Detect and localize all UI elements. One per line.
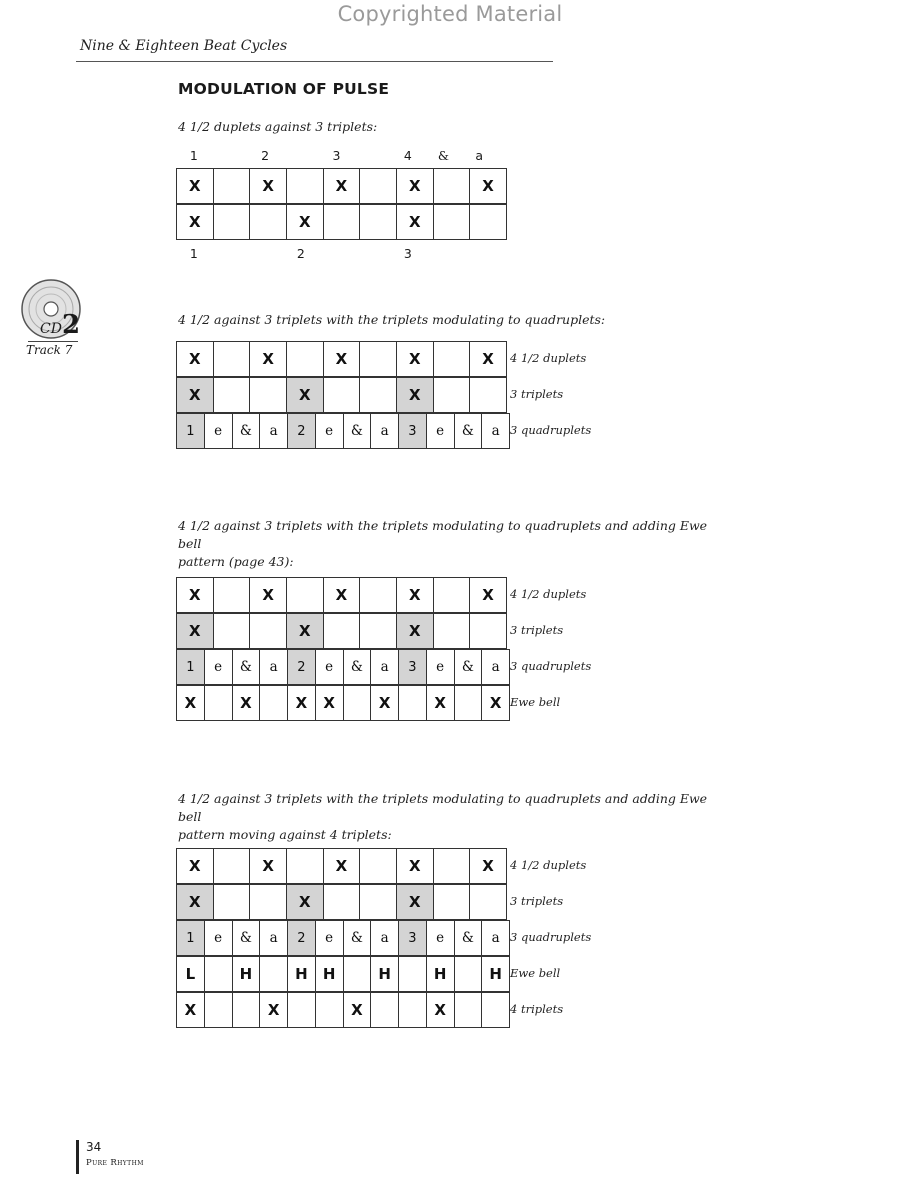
running-head: Nine & Eighteen Beat Cycles (80, 38, 288, 54)
rhythm-grid-row (176, 577, 507, 613)
row-label: 3 quadruplets (510, 930, 592, 944)
cd-number: 2 (61, 310, 81, 340)
grid-cell: X (396, 342, 433, 377)
grid-cell: e (315, 650, 343, 685)
grid-cell (399, 993, 427, 1028)
grid-cell: X (371, 686, 399, 721)
grid-cell: X (396, 849, 433, 884)
grid-cell: H (232, 957, 260, 992)
grid-cell (433, 169, 470, 204)
cd-rule (28, 341, 78, 342)
grid-cell (286, 849, 323, 884)
grid-cell: X (323, 169, 360, 204)
top_counts: a (475, 148, 483, 163)
grid-cell: & (454, 650, 482, 685)
grid-cell (433, 205, 470, 240)
grid-cell (232, 993, 260, 1028)
grid-cell: e (426, 414, 454, 449)
grid-cell: 3 (399, 414, 427, 449)
grid-cell (213, 205, 250, 240)
grid-cell (286, 169, 323, 204)
grid-cell: 2 (288, 414, 316, 449)
grid-cell: 2 (288, 650, 316, 685)
rhythm-grid-row (176, 341, 507, 377)
grid-cell (433, 342, 470, 377)
grid-cell: e (204, 921, 232, 956)
rhythm-grid-row (176, 956, 510, 992)
grid-cell: X (232, 686, 260, 721)
row-label: 4 1/2 duplets (510, 587, 587, 601)
caption-line: pattern moving against 4 triplets: (178, 827, 392, 842)
grid-cell (204, 993, 232, 1028)
grid-cell: & (343, 650, 371, 685)
grid-cell: e (315, 921, 343, 956)
grid-cell: X (396, 378, 433, 413)
grid-cell: 1 (177, 921, 205, 956)
caption-line: pattern (page 43): (178, 554, 294, 569)
footer-bar (76, 1140, 79, 1174)
bottom_counts: 3 (403, 246, 412, 261)
grid-cell: & (232, 414, 260, 449)
grid-cell (213, 378, 250, 413)
grid-cell: X (177, 849, 214, 884)
caption-line: 4 1/2 against 3 triplets with the triplets modulating to quadruplets and adding Ewe bell (178, 518, 708, 551)
grid-cell: X (177, 885, 214, 920)
grid-cell: a (482, 921, 510, 956)
grid-cell: X (323, 342, 360, 377)
rhythm-grid-row (176, 204, 507, 240)
grid-cell: H (371, 957, 399, 992)
row-label: Ewe bell (510, 966, 561, 980)
grid-cell: X (250, 578, 287, 613)
grid-cell (399, 686, 427, 721)
grid-cell: X (396, 614, 433, 649)
grid-cell: H (315, 957, 343, 992)
grid-cell: a (482, 650, 510, 685)
grid-cell: e (204, 650, 232, 685)
grid-cell: X (470, 849, 507, 884)
grid-cell: X (177, 614, 214, 649)
grid-cell: X (323, 578, 360, 613)
grid-cell: & (232, 921, 260, 956)
exercise-caption (178, 118, 718, 136)
rhythm-grid-row (176, 613, 507, 649)
grid-cell: e (204, 414, 232, 449)
grid-cell (260, 957, 288, 992)
grid-cell: a (371, 921, 399, 956)
row-label: 3 triplets (510, 387, 564, 401)
row-label: Ewe bell (510, 695, 561, 709)
rhythm-grid-row (176, 848, 507, 884)
grid-cell: X (177, 378, 214, 413)
row-label: 4 1/2 duplets (510, 858, 587, 872)
grid-cell: X (315, 686, 343, 721)
grid-cell: X (470, 342, 507, 377)
grid-cell (433, 614, 470, 649)
grid-cell: H (426, 957, 454, 992)
grid-cell: X (260, 993, 288, 1028)
grid-cell: a (371, 414, 399, 449)
rhythm-grid-row (176, 920, 510, 956)
grid-cell: X (426, 993, 454, 1028)
grid-cell: X (177, 686, 205, 721)
grid-cell: & (232, 650, 260, 685)
grid-cell: X (177, 578, 214, 613)
grid-cell (286, 578, 323, 613)
grid-cell: X (286, 614, 323, 649)
grid-cell: X (396, 578, 433, 613)
bottom_counts-row (176, 246, 496, 262)
grid-cell: a (482, 414, 510, 449)
grid-cell (360, 342, 397, 377)
grid-cell: X (396, 885, 433, 920)
grid-cell (360, 378, 397, 413)
grid-cell (433, 378, 470, 413)
grid-cell (323, 885, 360, 920)
grid-cell: X (286, 885, 323, 920)
grid-cell (454, 957, 482, 992)
grid-cell (323, 614, 360, 649)
row-label: 3 triplets (510, 623, 564, 637)
grid-cell: X (177, 993, 205, 1028)
row-label: 3 triplets (510, 894, 564, 908)
grid-cell (213, 885, 250, 920)
grid-cell: X (250, 342, 287, 377)
grid-cell (204, 686, 232, 721)
exercise-caption (178, 517, 718, 571)
grid-cell: e (426, 921, 454, 956)
bottom_counts: 1 (189, 246, 198, 261)
grid-cell (470, 378, 507, 413)
grid-cell: X (396, 205, 433, 240)
grid-cell (343, 686, 371, 721)
grid-cell: 2 (288, 921, 316, 956)
grid-cell (250, 614, 287, 649)
row-label: 4 triplets (510, 1002, 564, 1016)
grid-cell: H (288, 957, 316, 992)
caption-line: 4 1/2 duplets against 3 triplets: (178, 119, 378, 134)
grid-cell (360, 614, 397, 649)
grid-cell (470, 885, 507, 920)
copyright-watermark: Copyrighted Material (337, 2, 563, 26)
rhythm-grid-row (176, 685, 510, 721)
exercise-caption (178, 790, 718, 844)
grid-cell: a (260, 921, 288, 956)
header-rule (76, 61, 553, 62)
grid-cell (399, 957, 427, 992)
grid-cell: 3 (399, 650, 427, 685)
caption-line: 4 1/2 against 3 triplets with the triplets modulating to quadruplets and adding Ewe bell (178, 791, 708, 824)
rhythm-grid-row (176, 884, 507, 920)
grid-cell (482, 993, 510, 1028)
rhythm-grid-row (176, 413, 510, 449)
grid-cell: X (250, 849, 287, 884)
grid-cell (454, 993, 482, 1028)
grid-cell: X (288, 686, 316, 721)
page-number: 34 (86, 1140, 102, 1154)
track-label: Track 7 (26, 343, 73, 357)
grid-cell: e (426, 650, 454, 685)
row-label: 4 1/2 duplets (510, 351, 587, 365)
bottom_counts: 2 (296, 246, 305, 261)
grid-cell (213, 578, 250, 613)
grid-cell: 1 (177, 650, 205, 685)
grid-cell: H (482, 957, 510, 992)
grid-cell: a (260, 414, 288, 449)
top_counts: 3 (332, 148, 341, 163)
top_counts: 1 (189, 148, 198, 163)
grid-cell: X (286, 378, 323, 413)
grid-cell: 1 (177, 414, 205, 449)
rhythm-grid-row (176, 992, 510, 1028)
grid-cell (250, 885, 287, 920)
grid-cell (454, 686, 482, 721)
caption-line: 4 1/2 against 3 triplets with the triplets modulating to quadruplets: (178, 312, 606, 327)
grid-cell: X (426, 686, 454, 721)
grid-cell: a (371, 650, 399, 685)
grid-cell (213, 342, 250, 377)
top_counts: & (437, 148, 450, 163)
grid-cell (213, 614, 250, 649)
grid-cell (213, 849, 250, 884)
grid-cell (288, 993, 316, 1028)
cd-label (40, 310, 80, 340)
grid-cell: X (177, 169, 214, 204)
grid-cell (433, 849, 470, 884)
grid-cell: & (343, 414, 371, 449)
grid-cell (360, 169, 397, 204)
grid-cell (470, 205, 507, 240)
book-title: Pure Rhythm (86, 1158, 144, 1168)
grid-cell (470, 614, 507, 649)
grid-cell: & (454, 414, 482, 449)
grid-cell (360, 849, 397, 884)
grid-cell: & (343, 921, 371, 956)
row-label: 3 quadruplets (510, 423, 592, 437)
grid-cell: 3 (399, 921, 427, 956)
top_counts: 4 (403, 148, 412, 163)
grid-cell (286, 342, 323, 377)
grid-cell (260, 686, 288, 721)
grid-cell: & (454, 921, 482, 956)
grid-cell: e (315, 414, 343, 449)
grid-cell (204, 957, 232, 992)
grid-cell (250, 378, 287, 413)
grid-cell (315, 993, 343, 1028)
grid-cell (433, 885, 470, 920)
grid-cell: X (482, 686, 510, 721)
grid-cell: X (396, 169, 433, 204)
grid-cell: X (250, 169, 287, 204)
grid-cell: X (470, 578, 507, 613)
grid-cell (360, 205, 397, 240)
grid-cell (360, 885, 397, 920)
grid-cell (433, 578, 470, 613)
section-heading: MODULATION OF PULSE (178, 80, 390, 98)
grid-cell: X (323, 849, 360, 884)
grid-cell: X (177, 205, 214, 240)
row-label: 3 quadruplets (510, 659, 592, 673)
top_counts: 2 (261, 148, 270, 163)
grid-cell: X (343, 993, 371, 1028)
cd-prefix: CD (40, 321, 62, 337)
grid-cell (323, 378, 360, 413)
grid-cell: X (470, 169, 507, 204)
grid-cell: a (260, 650, 288, 685)
rhythm-grid-row (176, 377, 507, 413)
grid-cell (371, 993, 399, 1028)
grid-cell: X (177, 342, 214, 377)
rhythm-grid-row (176, 649, 510, 685)
grid-cell: X (286, 205, 323, 240)
grid-cell (323, 205, 360, 240)
grid-cell (343, 957, 371, 992)
rhythm-grid-row (176, 168, 507, 204)
grid-cell (213, 169, 250, 204)
grid-cell (360, 578, 397, 613)
grid-cell (250, 205, 287, 240)
grid-cell: L (177, 957, 205, 992)
exercise-caption (178, 311, 718, 329)
top_counts-row (176, 148, 496, 164)
